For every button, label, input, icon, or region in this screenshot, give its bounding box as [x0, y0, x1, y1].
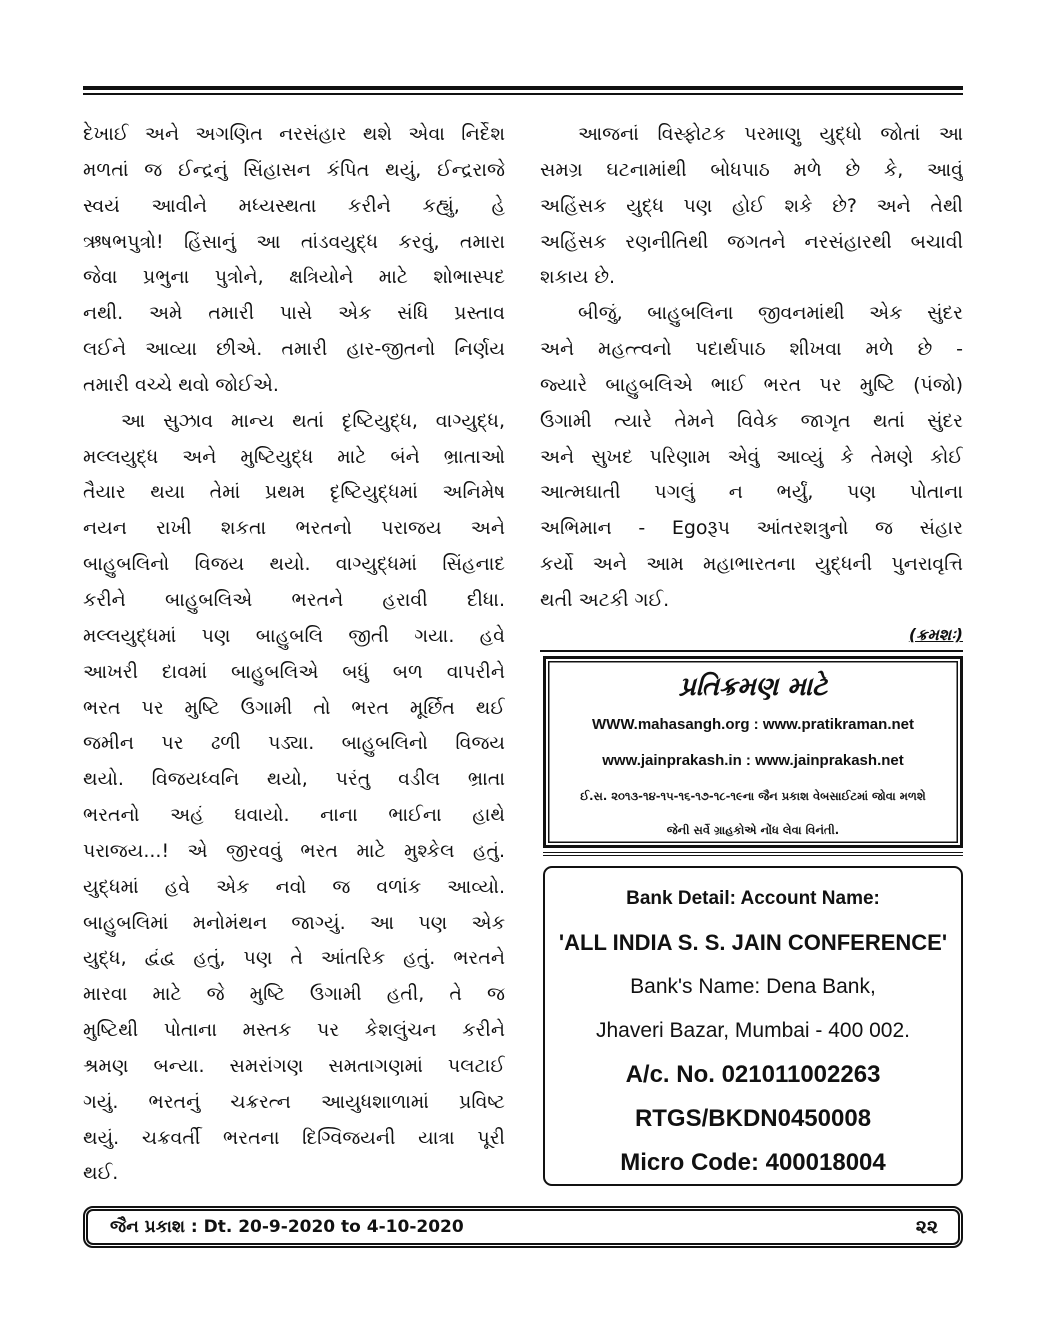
body-text-line: તમારી વચ્ચે થવો જોઈએ. — [83, 373, 279, 396]
article-paragraph — [83, 404, 505, 1193]
websites-line: WWW.mahasangh.org : www.pratikraman.net — [592, 716, 914, 733]
body-text-line: મલ્લયુદ્ધમાં પણ બાહુબલિ જીતી ગયા. હવે — [83, 624, 505, 647]
body-text-line: બાહુબલિમાં મનોમંથન જાગ્યું. આ પણ એક — [83, 911, 505, 934]
right-text-column — [540, 117, 963, 619]
account-number: A/c. No. 021011002263 — [625, 1061, 881, 1088]
body-text-line: મળતાં જ ઈન્દ્રનું સિંહાસન કંપિત થયું, ઈન્દ્રરાજે — [83, 158, 505, 181]
left-text-column — [83, 117, 505, 1192]
publication-date-label: જૈન પ્રકાશ : Dt. 20-9-2020 to 4-10-2020 — [110, 1217, 464, 1237]
body-text-line: થઈ. — [83, 1162, 119, 1185]
body-text-line: બાહુબલિનો વિજય થયો. વાગ્યુદ્ધમાં સિંહનાદ — [83, 553, 505, 576]
body-text-line: ઋષભપુત્રો! હિંસાનું આ તાંડવયુદ્ધ કરવું, તમારા — [83, 230, 505, 253]
body-text-line: ભરતનો અહં ઘવાયો. નાના ભાઈના હાથે — [83, 804, 505, 827]
body-text-line: અહિંસક રણનીતિથી જગતને નરસંહારથી બચાવી — [540, 230, 963, 253]
section-divider — [543, 852, 963, 856]
body-text-line: જેવા પ્રભુના પુત્રોને, ક્ષત્રિયોને માટે શોભાસ્પદ — [83, 266, 505, 289]
body-text-line: જ્યારે બાહુબલિએ ભાઈ ભરત પર મુષ્ટિ (પંજો) — [540, 373, 963, 396]
body-text-line: થયું. ચક્રવર્તી ભરતના દિગ્વિજયની યાત્રા પૂરી — [83, 1126, 505, 1149]
bank-detail-heading: Bank Detail: Account Name: — [626, 888, 880, 909]
notice-text: જેની સર્વે ગ્રાહકોએ નોંધ લેવા વિનંતી. — [666, 823, 840, 837]
account-name: 'ALL INDIA S. S. JAIN CONFERENCE' — [558, 930, 948, 955]
body-text-line: યુદ્ધમાં હવે એક નવો જ વળાંક આવ્યો. — [83, 875, 505, 898]
body-text-line: અને સુખદ પરિણામ એવું આવ્યું કે તેમણે કોઈ — [540, 445, 963, 468]
body-text-line: આજનાં વિસ્ફોટક પરમાણુ યુદ્ધો જોતાં આ — [578, 123, 963, 145]
body-text-line: અને મહત્ત્વનો પદાર્થપાઠ શીખવા મળે છે - — [540, 338, 963, 361]
article-paragraph — [540, 296, 963, 619]
article-paragraph — [83, 117, 505, 404]
pratikraman-notice-box — [543, 656, 963, 848]
notice-text: ઈ.સ. ૨૦૧૩-૧૪-૧૫-૧૬-૧૭-૧૮-૧૯ના જૈન પ્રકાશ વેબસાઈટમાં જોવા મળશે — [580, 789, 926, 803]
body-text-line: યુદ્ધ, દ્વંદ્વ હતું, પણ તે આંતરિક હતું. ભરતને — [83, 947, 505, 970]
article-paragraph — [540, 117, 963, 296]
body-text-line: દેખાઈ અને અગણિત નરસંહાર થશે એવા નિર્દેશ — [83, 123, 505, 145]
bank-detail-box — [543, 866, 963, 1186]
body-text-line: આ સુઝાવ માન્ય થતાં દૃષ્ટિયુદ્ધ, વાગ્યુદ્ધ, — [121, 409, 505, 432]
page-number: ૨૨ — [915, 1216, 938, 1238]
body-text-line: ભરત પર મુષ્ટિ ઉગામી તો ભરત મૂર્છિત થઈ — [83, 696, 505, 719]
body-text-line: જમીન પર ઢળી પડ્યા. બાહુબલિનો વિજય — [83, 732, 505, 755]
body-text-line: કર્યો અને આમ મહાભારતના યુદ્ધની પુનરાવૃત્તિ — [540, 553, 963, 576]
body-text-line: શકાય છે. — [540, 266, 616, 289]
bank-name: Bank's Name: Dena Bank, — [630, 975, 876, 998]
top-double-rule — [83, 86, 963, 95]
continued-label: (ક્રમશઃ) — [908, 625, 963, 644]
body-text-line: ગયું. ભરતનું ચક્રરત્ન આયુધશાળામાં પ્રવિષ્ટ — [83, 1090, 505, 1113]
body-text-line: મુષ્ટિથી પોતાના મસ્તક પર કેશલુંચન કરીને — [83, 1019, 505, 1042]
body-text-line: બીજું, બાહુબલિના જીવનમાંથી એક સુંદર — [578, 302, 963, 325]
body-text-line: શ્રમણ બન્યા. સમરાંગણ સમતાગણમાં પલટાઈ — [83, 1054, 505, 1077]
body-text-line: કરીને બાહુબલિએ ભરતને હરાવી દીધા. — [83, 588, 505, 611]
micro-code: Micro Code: 400018004 — [620, 1149, 886, 1176]
body-text-line: થતી અટકી ગઈ. — [540, 588, 670, 611]
body-text-line: નથી. અમે તમારી પાસે એક સંધિ પ્રસ્તાવ — [83, 302, 505, 325]
body-text-line: તૈયાર થયા તેમાં પ્રથમ દૃષ્ટિયુદ્ધમાં અનિમેષ — [83, 481, 505, 504]
body-text-line: સ્વયં આવીને મધ્યસ્થતા કરીને કહ્યું, હે — [83, 194, 505, 217]
body-text-line: સમગ્ર ઘટનામાંથી બોધપાઠ મળે છે કે, આવું — [540, 158, 963, 181]
rtgs-code: RTGS/BKDN0450008 — [634, 1105, 872, 1132]
body-text-line: આખરી દાવમાં બાહુબલિએ બધું બળ વાપરીને — [83, 660, 505, 683]
section-divider — [540, 650, 963, 652]
body-text-line: અહિંસક યુદ્ધ પણ હોઈ શકે છે? અને તેથી — [540, 194, 963, 217]
body-text-line: આત્મઘાતી પગલું ન ભર્યું, પણ પોતાના — [540, 481, 963, 504]
body-text-line: થયો. વિજયધ્વનિ થયો, પરંતુ વડીલ ભ્રાતા — [83, 768, 505, 791]
notice-title: પ્રતિક્રમણ માટે — [678, 672, 828, 702]
page-footer — [83, 1206, 963, 1248]
body-text-line: મારવા માટે જે મુષ્ટિ ઉગામી હતી, તે જ — [83, 983, 505, 1006]
body-text-line: લઈને આવ્યા છીએ. તમારી હાર-જીતનો નિર્ણય — [83, 338, 505, 361]
websites-line: www.jainprakash.in : www.jainprakash.net — [602, 752, 904, 769]
bank-address: Jhaveri Bazar, Mumbai - 400 002. — [596, 1019, 910, 1042]
body-text-line: નયન રાખી શકતા ભરતનો પરાજય અને — [83, 517, 505, 540]
body-text-line: મલ્લયુદ્ધ અને મુષ્ટિયુદ્ધ માટે બંને ભ્રાતાઓ — [83, 445, 505, 468]
body-text-line: પરાજય...! એ જીરવવું ભરત માટે મુશ્કેલ હતું. — [83, 839, 505, 862]
body-text-line: ઉગામી ત્યારે તેમને વિવેક જાગૃત થતાં સુંદર — [540, 409, 963, 432]
body-text-line: અભિમાન - Egoરૂપ આંતરશત્રુનો જ સંહાર — [540, 517, 963, 540]
